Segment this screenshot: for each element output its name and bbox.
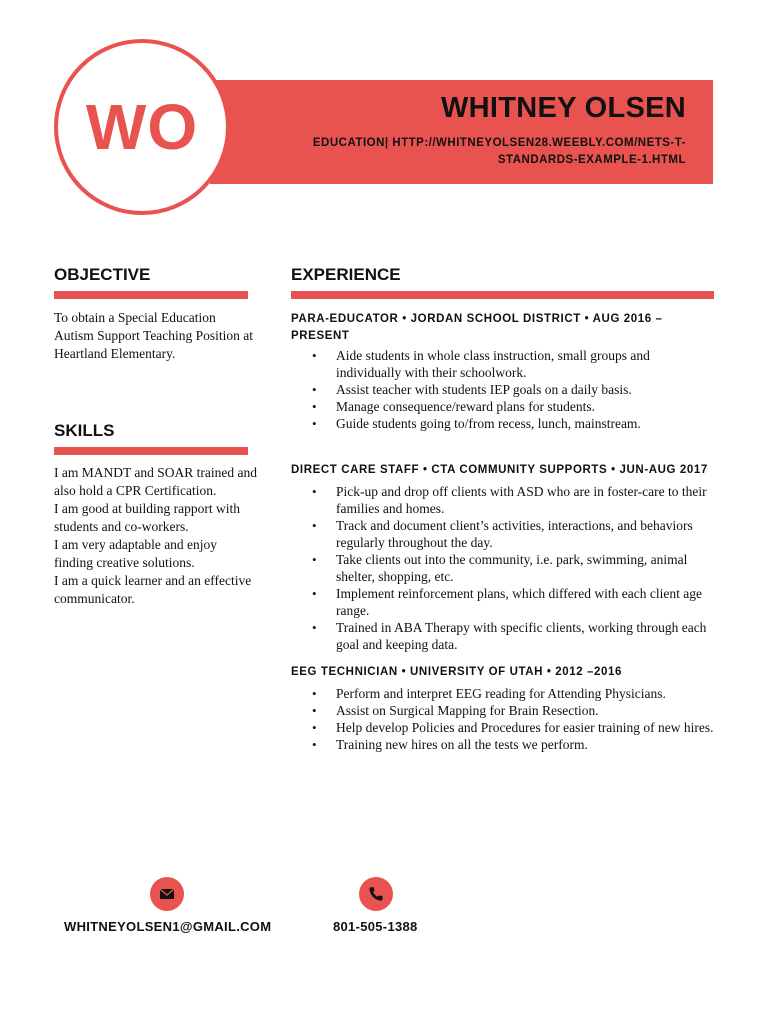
- job-bullet: [291, 551, 716, 585]
- job-bullet: [291, 736, 716, 753]
- job-bullet: [291, 702, 716, 719]
- job-bullet-text: Implement reinforcement plans, which differed with each client age range.: [336, 586, 702, 618]
- objective-title: OBJECTIVE: [54, 265, 151, 284]
- job-bullet-text: Help develop Policies and Procedures for easier training of new hires.: [336, 720, 714, 735]
- job-heading: PARA-EDUCATOR • JORDAN SCHOOL DISTRICT • AUG 2016 – PRESENT: [291, 313, 663, 342]
- bullet-dot: •: [312, 348, 317, 363]
- job-bullet: [291, 398, 716, 415]
- job-bullet-text: Assist teacher with students IEP goals on a daily basis.: [336, 382, 632, 397]
- job-bullet: [291, 719, 716, 736]
- job-bullet: [291, 347, 716, 381]
- objective-rule: [54, 291, 248, 299]
- job-bullet-text: Perform and interpret EEG reading for Attending Physicians.: [336, 686, 666, 701]
- monogram: WO: [85, 91, 199, 163]
- job-bullet: [291, 483, 716, 517]
- job-bullet-text: Assist on Surgical Mapping for Brain Resection.: [336, 703, 599, 718]
- job-bullet: [291, 517, 716, 551]
- skills-list: [54, 464, 259, 608]
- envelope-icon: [150, 877, 184, 911]
- job-bullet: [291, 619, 716, 653]
- job-bullets: [291, 685, 716, 753]
- job-bullet-text: Trained in ABA Therapy with specific clients, working through each goal and keeping data.: [336, 620, 707, 652]
- envelope-icon-graphic: [158, 885, 176, 903]
- experience-rule: [291, 291, 714, 299]
- bullet-dot: •: [312, 703, 317, 718]
- job-bullet: [291, 685, 716, 702]
- job-bullet-text: Guide students going to/from recess, lunch, mainstream.: [336, 416, 641, 431]
- header-subtitle: EDUCATION| HTTP://WHITNEYOLSEN28.WEEBLY.COM/NETS-T-STANDARDS-EXAMPLE-1.HTML: [312, 137, 686, 166]
- job-bullet: [291, 415, 716, 432]
- bullet-dot: •: [312, 518, 317, 533]
- bullet-dot: •: [312, 399, 317, 414]
- phone-icon: [359, 877, 393, 911]
- job-bullets: [291, 347, 716, 432]
- bullet-dot: •: [312, 484, 317, 499]
- skill-item: I am very adaptable and enjoy finding creative solutions.: [54, 537, 218, 570]
- bullet-dot: •: [312, 720, 317, 735]
- skill-item: I am a quick learner and an effective communicator.: [54, 573, 252, 606]
- experience-title: EXPERIENCE: [291, 265, 401, 284]
- bullet-dot: •: [312, 416, 317, 431]
- bullet-dot: •: [312, 552, 317, 567]
- job-bullet-text: Aide students in whole class instruction, small groups and individually with their schoolwork.: [336, 348, 650, 380]
- contact-email[interactable]: WHITNEYOLSEN1@GMAIL.COM: [64, 919, 272, 934]
- phone-icon-graphic: [367, 885, 385, 903]
- contact-phone[interactable]: 801-505-1388: [333, 919, 418, 934]
- job-bullet-text: Training new hires on all the tests we perform.: [336, 737, 588, 752]
- job-bullet-text: Pick-up and drop off clients with ASD who are in foster-care to their families and homes.: [336, 484, 707, 516]
- header-banner: [210, 80, 713, 184]
- job-bullets: [291, 483, 716, 653]
- skills-rule: [54, 447, 248, 455]
- job-bullet: [291, 585, 716, 619]
- bullet-dot: •: [312, 382, 317, 397]
- job-bullet-text: Take clients out into the community, i.e. park, swimming, animal shelter, shopping, etc.: [336, 552, 688, 584]
- candidate-name: WHITNEY OLSEN: [440, 92, 686, 124]
- bullet-dot: •: [312, 686, 317, 701]
- job-bullet: [291, 381, 716, 398]
- job-bullet-text: Manage consequence/reward plans for students.: [336, 399, 596, 414]
- skill-item: I am MANDT and SOAR trained and also hold a CPR Certification.: [54, 465, 257, 498]
- skill-item: I am good at building rapport with students and co-workers.: [54, 501, 240, 534]
- bullet-dot: •: [312, 586, 317, 601]
- job-heading: EEG TECHNICIAN • UNIVERSITY OF UTAH • 2012 –2016: [291, 666, 623, 678]
- job-heading: DIRECT CARE STAFF • CTA COMMUNITY SUPPORTS • JUN-AUG 2017: [291, 464, 708, 476]
- skills-title: SKILLS: [54, 421, 115, 440]
- job-bullet-text: Track and document client’s activities, interactions, and behaviors regularly throughout the day.: [336, 518, 693, 550]
- bullet-dot: •: [312, 620, 317, 635]
- monogram-circle: [54, 39, 230, 215]
- bullet-dot: •: [312, 737, 317, 752]
- objective-text: To obtain a Special Education Autism Support Teaching Position at Heartland Elementary.: [54, 310, 254, 361]
